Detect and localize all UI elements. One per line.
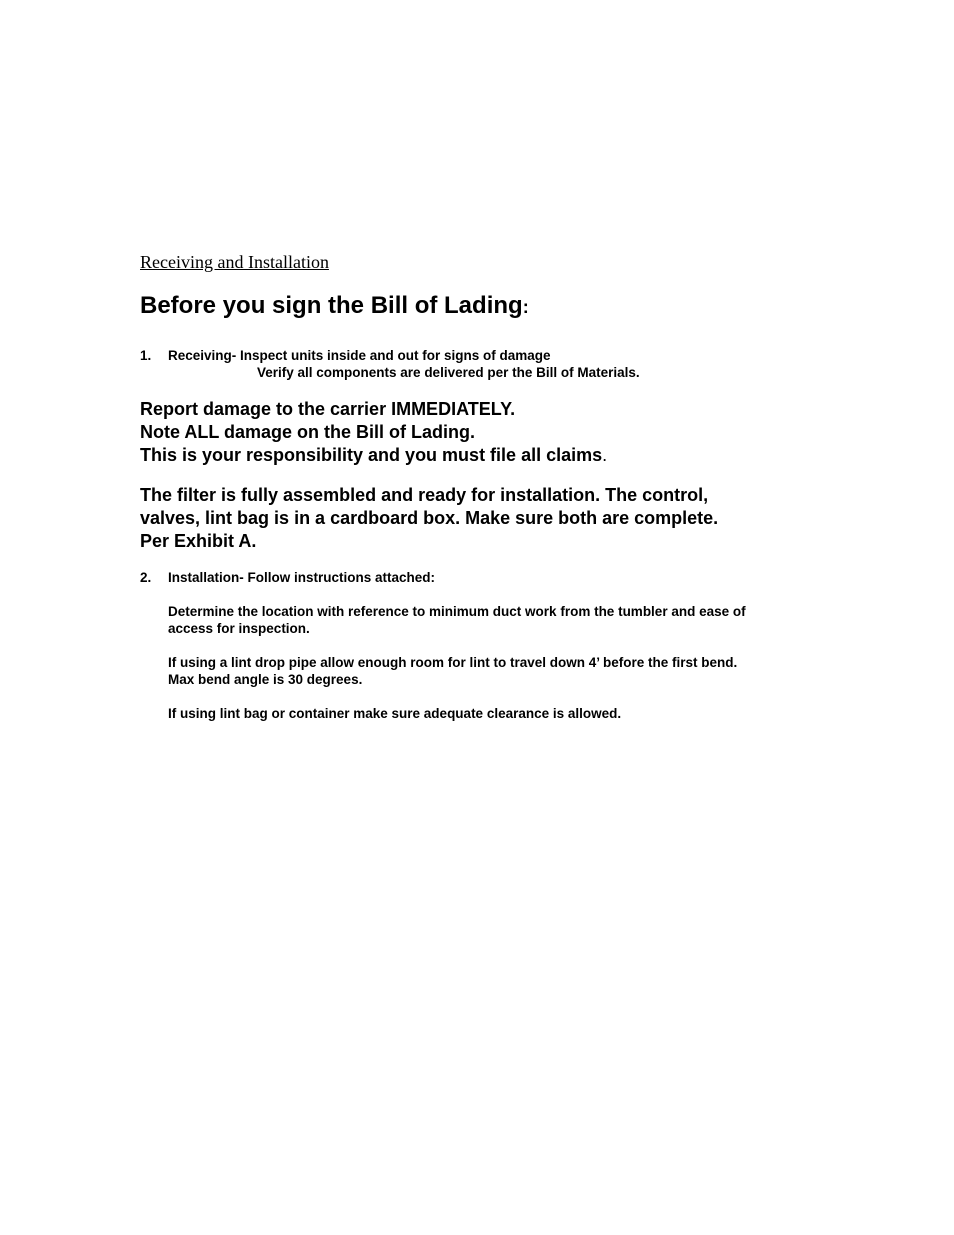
list-item-receiving bbox=[140, 347, 551, 364]
page-title bbox=[140, 292, 529, 320]
warning-line-period: . bbox=[602, 445, 608, 465]
instruction-paragraph bbox=[168, 705, 621, 722]
list-item-installation bbox=[140, 569, 435, 586]
list-item-subtext: Verify all components are delivered per the Bill of Materials. bbox=[257, 365, 640, 380]
warning-line: Report damage to the carrier IMMEDIATELY. bbox=[140, 399, 516, 419]
list-item-text: Installation- Follow instructions attached: bbox=[168, 570, 436, 585]
warning-line: Note ALL damage on the Bill of Lading. bbox=[140, 422, 476, 442]
damage-warning bbox=[140, 398, 607, 467]
warning-line bbox=[140, 444, 607, 467]
list-item-text: Receiving- Inspect units inside and out for signs of damage bbox=[168, 348, 551, 363]
filter-note-line: Per Exhibit A. bbox=[140, 531, 257, 551]
section-heading: Receiving and Installation bbox=[140, 252, 329, 272]
instruction-line: access for inspection. bbox=[168, 621, 310, 636]
warning-line-text: This is your responsibility and you must file all claims bbox=[140, 445, 603, 465]
title-text: Before you sign the Bill of Lading bbox=[140, 292, 523, 319]
instruction-paragraph bbox=[168, 603, 746, 637]
list-number: 1. bbox=[140, 348, 152, 363]
list-number: 2. bbox=[140, 570, 152, 585]
filter-note bbox=[140, 484, 718, 553]
filter-note-line: valves, lint bag is in a cardboard box. Make sure both are complete. bbox=[140, 508, 719, 528]
instruction-line: If using lint bag or container make sure adequate clearance is allowed. bbox=[168, 706, 622, 721]
instruction-line: Max bend angle is 30 degrees. bbox=[168, 672, 363, 687]
instruction-line: If using a lint drop pipe allow enough room for lint to travel down 4’ before the first bend. bbox=[168, 655, 738, 670]
filter-note-line: The filter is fully assembled and ready for installation. The control, bbox=[140, 485, 709, 505]
title-colon: : bbox=[522, 297, 529, 317]
instruction-line: Determine the location with reference to minimum duct work from the tumbler and ease of bbox=[168, 604, 746, 619]
instruction-paragraph bbox=[168, 654, 737, 688]
